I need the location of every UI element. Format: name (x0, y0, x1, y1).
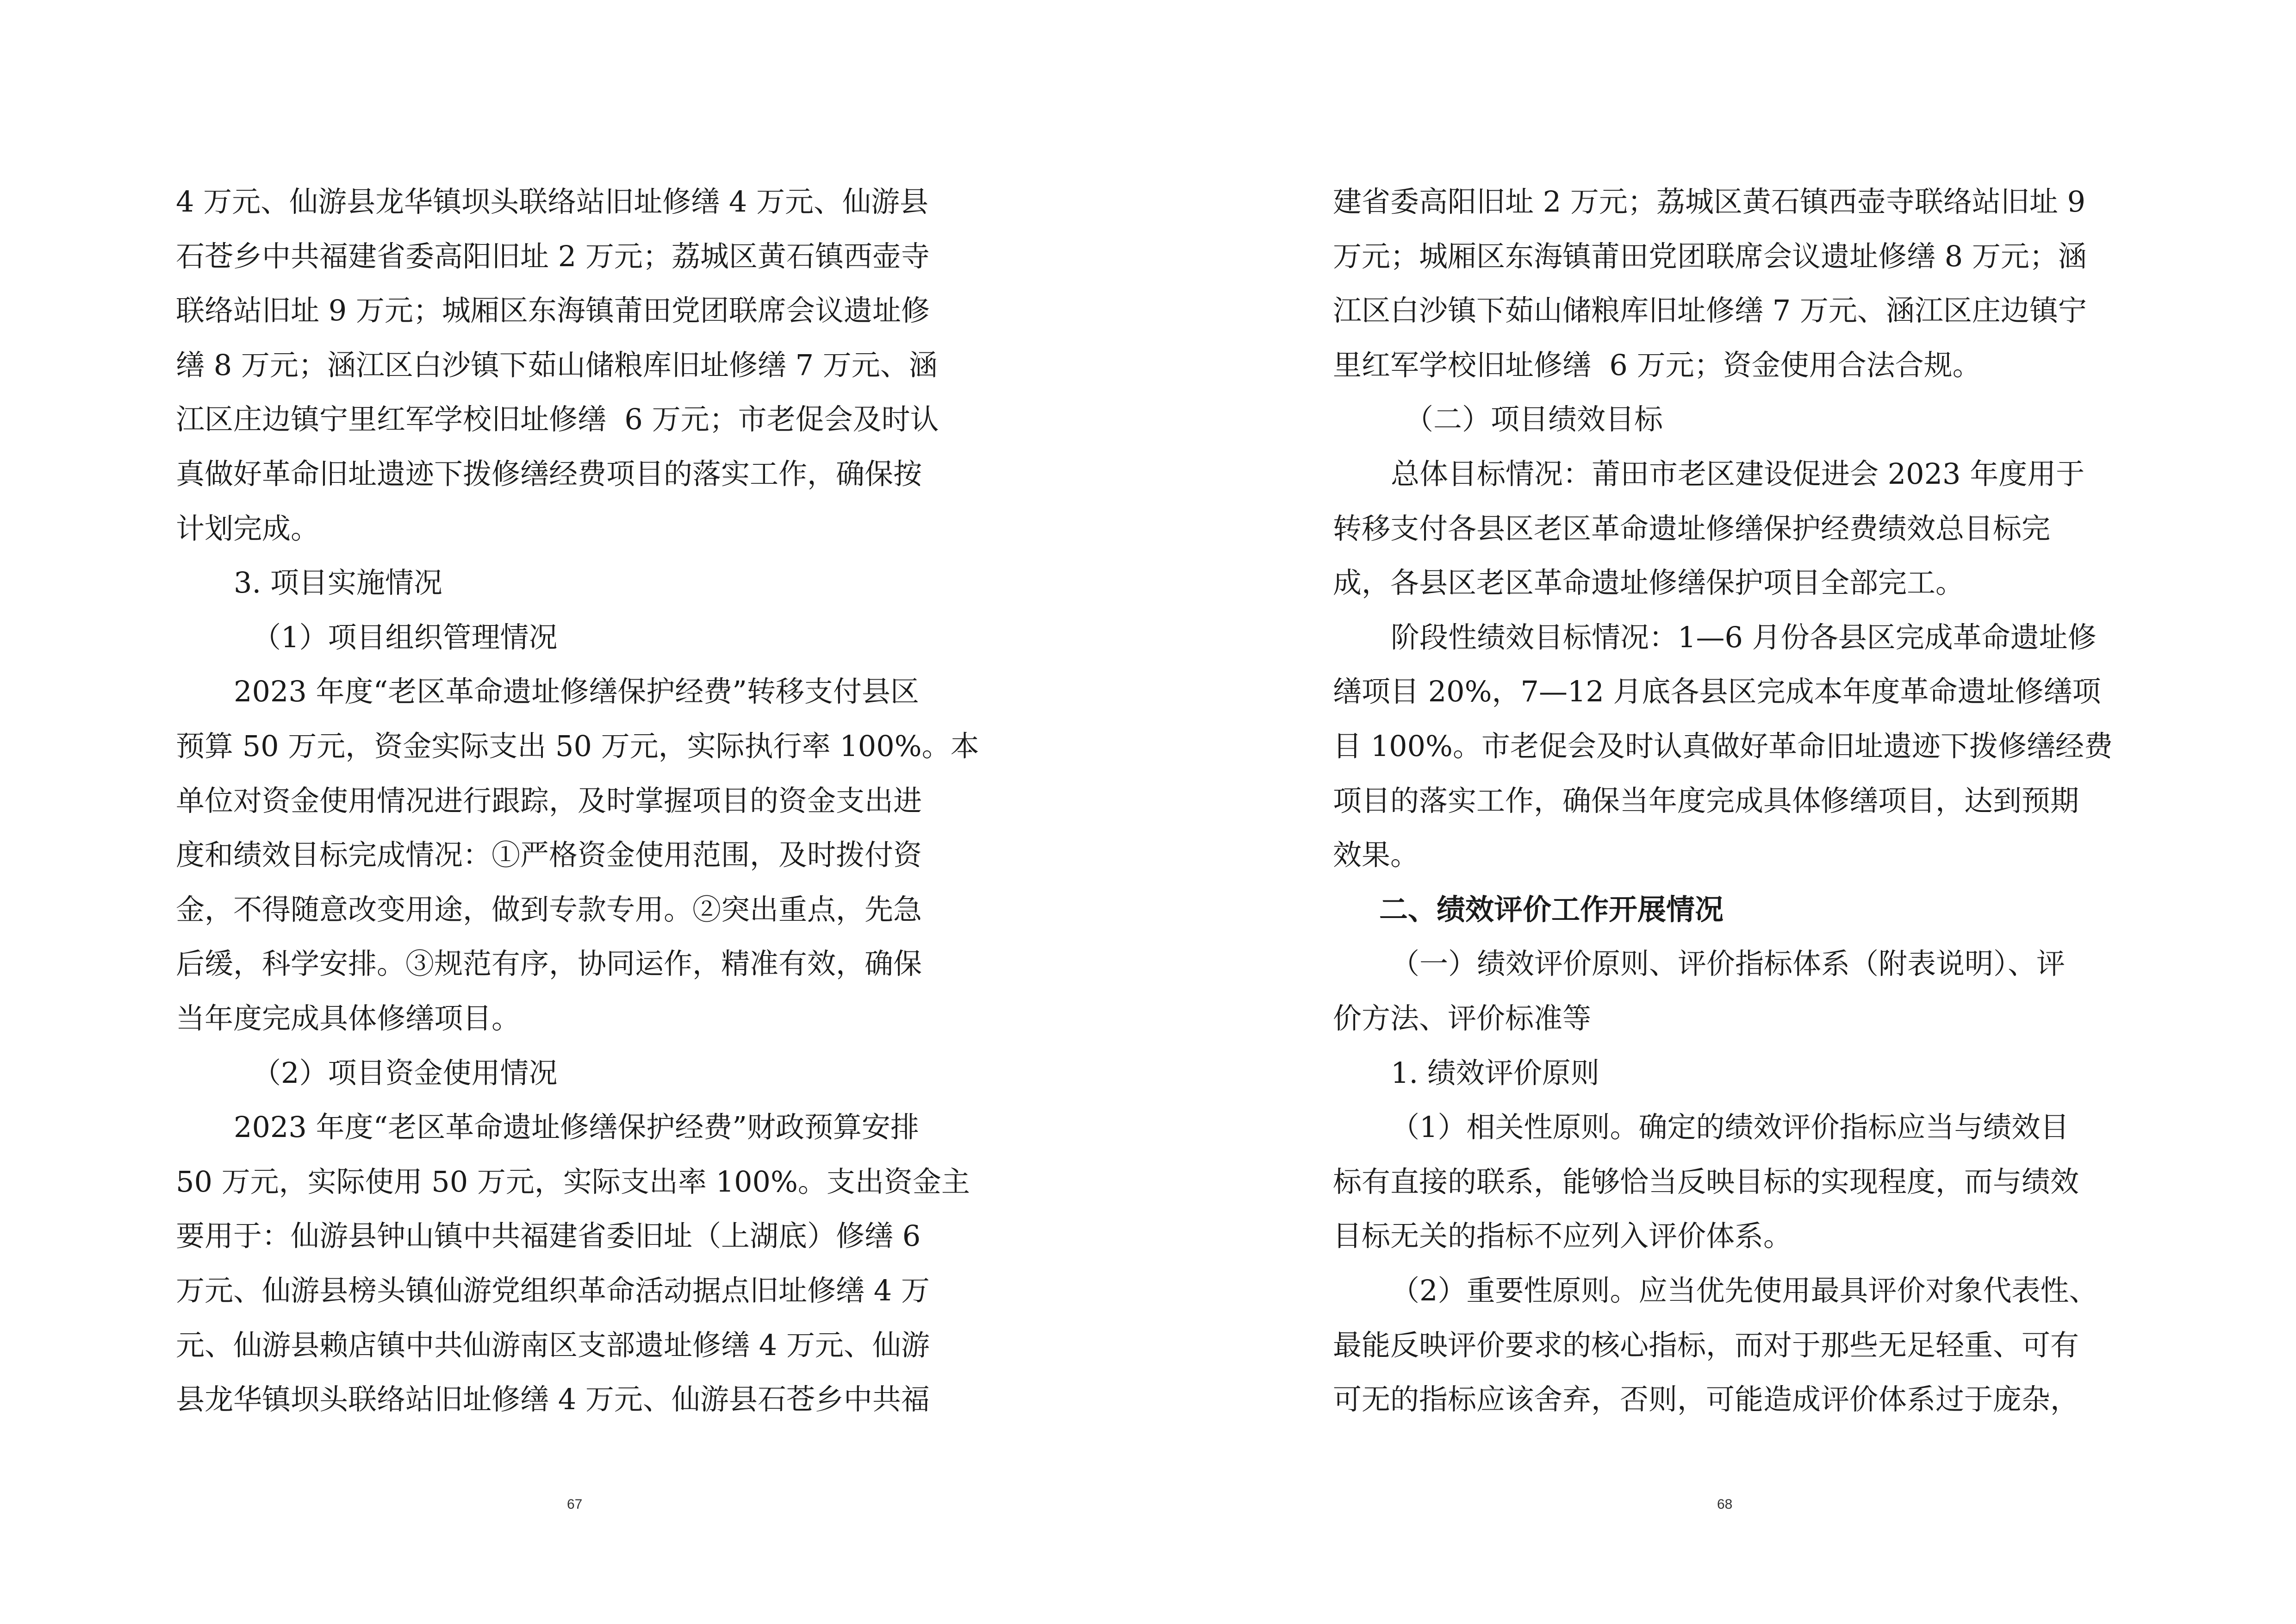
left-text-line: 单位对资金使用情况进行跟踪，及时掌握项目的资金支出进 (176, 784, 922, 818)
right-text-line: 建省委高阳旧址 2 万元；荔城区黄石镇西壶寺联络站旧址 9 (1333, 185, 2086, 219)
right-text-line: 最能反映评价要求的核心指标，而对于那些无足轻重、可有 (1333, 1328, 2079, 1362)
right-text-line: 目标无关的指标不应列入评价体系。 (1333, 1219, 1792, 1253)
left-text-line: 要用于：仙游县钟山镇中共福建省委旧址（上湖底）修缮 6 (176, 1219, 921, 1253)
right-text-line: 成，各县区老区革命遗址修缮保护项目全部完工。 (1333, 566, 1965, 600)
left-text-line: 50 万元，实际使用 50 万元，实际支出率 100%。支出资金主 (176, 1165, 970, 1199)
right-text-line: （二）项目绩效目标 (1405, 402, 1663, 436)
left-text-line: 2023 年度“老区革命遗址修缮保护经费”财政预算安排 (234, 1110, 919, 1144)
left-text-line: 4 万元、仙游县龙华镇坝头联络站旧址修缮 4 万元、仙游县 (176, 185, 929, 219)
left-text-line: 真做好革命旧址遗迹下拨修缮经费项目的落实工作，确保按 (176, 457, 922, 491)
right-page (1148, 0, 2296, 1624)
left-text-line: 金，不得随意改变用途，做到专款专用。②突出重点，先急 (176, 893, 922, 926)
left-text-line: 度和绩效目标完成情况：①严格资金使用范围，及时拨付资 (176, 838, 922, 872)
right-text-line: 项目的落实工作，确保当年度完成具体修缮项目，达到预期 (1333, 784, 2079, 818)
right-text-line: 可无的指标应该舍弃，否则，可能造成评价体系过于庞杂， (1333, 1382, 2079, 1416)
left-text-line: 预算 50 万元，资金实际支出 50 万元，实际执行率 100%。本 (176, 729, 979, 763)
right-text-line: 目 100%。市老促会及时认真做好革命旧址遗迹下拨修缮经费 (1333, 729, 2113, 763)
right-text-line: 二、绩效评价工作开展情况 (1379, 893, 1724, 926)
right-text-line: 1. 绩效评价原则 (1391, 1056, 1599, 1090)
left-text-line: 江区庄边镇宁里红军学校旧址修缮 6 万元；市老促会及时认 (176, 402, 939, 436)
right-text-line: 总体目标情况：莆田市老区建设促进会 2023 年度用于 (1391, 457, 2085, 491)
right-text-line: （1）相关性原则。确定的绩效评价指标应当与绩效目 (1391, 1110, 2069, 1144)
right-text-line: 缮项目 20%，7—12 月底各县区完成本年度革命遗址修缮项 (1333, 675, 2101, 708)
left-text-line: 3. 项目实施情况 (234, 566, 442, 600)
right-text-line: （一）绩效评价原则、评价指标体系（附表说明）、评 (1391, 947, 2066, 981)
left-text-line: 石苍乡中共福建省委高阳旧址 2 万元；荔城区黄石镇西壶寺 (176, 239, 930, 273)
left-text-line: 当年度完成具体修缮项目。 (176, 1001, 521, 1035)
right-text-line: 转移支付各县区老区革命遗址修缮保护经费绩效总目标完 (1333, 512, 2051, 545)
page-number-left: 67 (567, 1497, 583, 1512)
right-text-line: 江区白沙镇下茹山储粮库旧址修缮 7 万元、涵江区庄边镇宁 (1333, 294, 2087, 327)
left-text-line: 联络站旧址 9 万元；城厢区东海镇莆田党团联席会议遗址修 (176, 294, 930, 327)
right-text-line: 里红军学校旧址修缮 6 万元；资金使用合法合规。 (1333, 348, 1981, 382)
left-text-line: （1）项目组织管理情况 (252, 620, 558, 654)
right-text-line: 万元；城厢区东海镇莆田党团联席会议遗址修缮 8 万元；涵 (1333, 239, 2087, 273)
right-text-line: （2）重要性原则。应当优先使用最具评价对象代表性、 (1391, 1274, 2098, 1307)
right-text-line: 效果。 (1333, 838, 1419, 872)
right-text-line: 阶段性绩效目标情况：1—6 月份各县区完成革命遗址修 (1391, 620, 2097, 654)
left-text-line: 万元、仙游县榜头镇仙游党组织革命活动据点旧址修缮 4 万 (176, 1274, 930, 1307)
left-text-line: 缮 8 万元；涵江区白沙镇下茹山储粮库旧址修缮 7 万元、涵 (176, 348, 938, 382)
left-text-line: 元、仙游县赖店镇中共仙游南区支部遗址修缮 4 万元、仙游 (176, 1328, 930, 1362)
left-text-line: 2023 年度“老区革命遗址修缮保护经费”转移支付县区 (234, 675, 919, 708)
left-text-line: 后缓，科学安排。③规范有序，协同运作，精准有效，确保 (176, 947, 922, 981)
right-text-line: 标有直接的联系，能够恰当反映目标的实现程度，而与绩效 (1333, 1165, 2079, 1199)
left-text-line: （2）项目资金使用情况 (252, 1056, 558, 1090)
left-text-line: 计划完成。 (176, 512, 320, 545)
left-text-line: 县龙华镇坝头联络站旧址修缮 4 万元、仙游县石苍乡中共福 (176, 1382, 930, 1416)
right-text-line: 价方法、评价标准等 (1333, 1001, 1592, 1035)
page-number-right: 68 (1717, 1497, 1733, 1512)
